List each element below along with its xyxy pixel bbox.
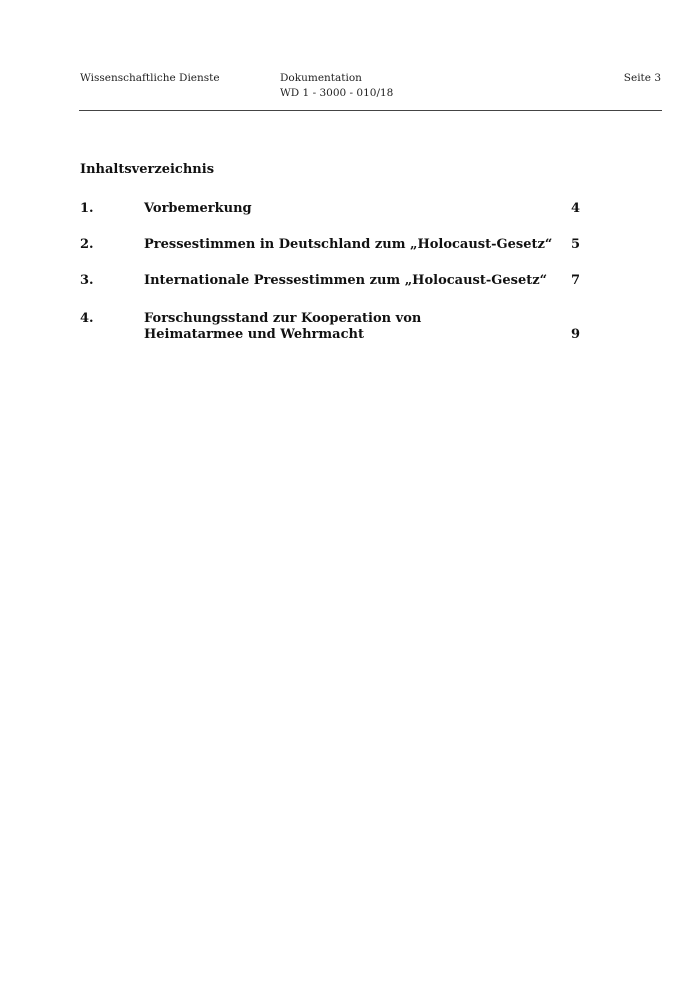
toc-entry[interactable] [80, 273, 582, 289]
toc-entry-number: 2. [80, 237, 94, 252]
toc-entry-page: 7 [570, 273, 580, 288]
toc-title: Inhaltsverzeichnis [80, 162, 215, 177]
toc-entry-page: 4 [570, 201, 580, 216]
toc-entry-title: Forschungsstand zur Kooperation von Heimatarmee und Wehrmacht [144, 311, 422, 342]
page-header [80, 71, 661, 111]
toc-entry-page: 9 [570, 327, 580, 342]
toc-entry[interactable] [80, 311, 582, 343]
header-page-number: Seite 3 [623, 72, 661, 84]
toc-entry-title: Pressestimmen in Deutschland zum „Holocaust-Gesetz“ [144, 237, 553, 252]
toc-entry-number: 1. [80, 201, 94, 216]
header-document-number: WD 1 - 3000 - 010/18 [280, 87, 394, 99]
toc-entry[interactable] [80, 237, 582, 253]
header-document-info [280, 71, 393, 101]
toc-entry[interactable] [80, 201, 582, 217]
toc-entry-number: 4. [80, 311, 94, 326]
header-department: Wissenschaftliche Dienste [80, 72, 220, 84]
toc-entry-title: Internationale Pressestimmen zum „Holocaust-Gesetz“ [144, 273, 548, 288]
header-divider [79, 110, 662, 111]
toc-entry-page: 5 [570, 237, 580, 252]
toc-entry-number: 3. [80, 273, 94, 288]
toc-entry-title: Vorbemerkung [144, 201, 252, 216]
header-document-type: Dokumentation [280, 72, 362, 84]
